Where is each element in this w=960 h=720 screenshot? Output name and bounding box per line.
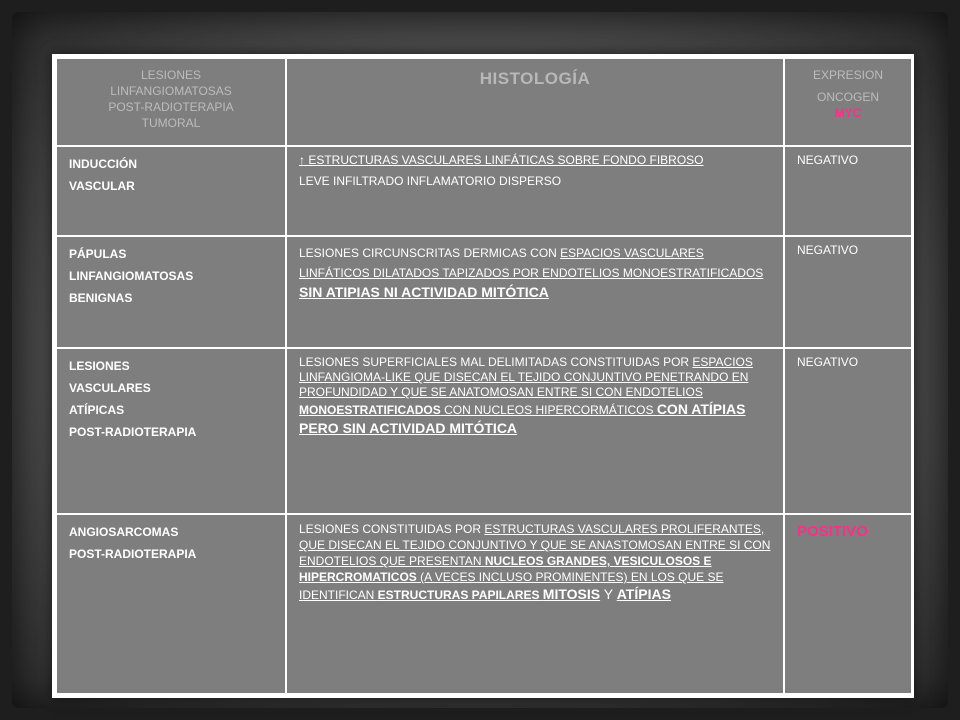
row-description: LESIONES CIRCUNSCRITAS DERMICAS CON ESPACIOS VASCULARES LINFÁTICOS DILATADOS TAPIZADOS POR ENDOTELIOS MONOESTRATIFICADOS SIN ATIPIAS NI ACTIVIDAD MITÓTICA — [286, 236, 784, 348]
header-lesions: LESIONES LINFANGIOMATOSAS POST-RADIOTERAPIA TUMORAL — [56, 58, 286, 146]
table-row — [56, 236, 912, 348]
row-description: ↑ ESTRUCTURAS VASCULARES LINFÁTICAS SOBRE FONDO FIBROSO LEVE INFILTRADO INFLAMATORIO DISPERSO — [286, 146, 784, 236]
table-row — [56, 348, 912, 514]
row-description: LESIONES CONSTITUIDAS POR ESTRUCTURAS VASCULARES PROLIFERANTES, QUE DISECAN EL TEJIDO CONJUNTIVO Y QUE SE ANASTOMOSAN ENTRE SI CON ENDOTELIOS QUE PRESENTAN NUCLEOS GRANDES, VESICULOSOS E HIPERCROMATICOS (A VECES INCLUSO PROMINENTES) EN LOS QUE SE IDENTIFICAN ESTRUCTURAS PAPILARES MITOSIS Y ATÍPIAS — [286, 514, 784, 694]
histology-table — [55, 57, 913, 695]
header-histology: HISTOLOGÍA — [286, 58, 784, 146]
row-label: ANGIOSARCOMAS POST-RADIOTERAPIA — [56, 514, 286, 694]
table-row — [56, 146, 912, 236]
slide-frame — [12, 12, 948, 708]
row-result: NEGATIVO — [784, 236, 912, 348]
header-expression: EXPRESION ONCOGEN MYC — [784, 58, 912, 146]
table-header-row — [56, 58, 912, 146]
row-result-positive: POSITIVO — [784, 514, 912, 694]
row-result: NEGATIVO — [784, 146, 912, 236]
slide — [52, 54, 914, 698]
row-label: PÁPULAS LINFANGIOMATOSAS BENIGNAS — [56, 236, 286, 348]
table-row — [56, 514, 912, 694]
row-label: INDUCCIÓN VASCULAR — [56, 146, 286, 236]
row-label: LESIONES VASCULARES ATÍPICAS POST-RADIOTERAPIA — [56, 348, 286, 514]
row-description: LESIONES SUPERFICIALES MAL DELIMITADAS CONSTITUIDAS POR ESPACIOS LINFANGIOMA-LIKE QUE DISECAN EL TEJIDO CONJUNTIVO PENETRANDO EN PROFUNDIDAD Y QUE SE ANATOMOSAN ENTRE SI CON ENDOTELIOS MONOESTRATIFICADOS CON NUCLEOS HIPERCORMÁTICOS CON ATÍPIAS PERO SIN ACTIVIDAD MITÓTICA — [286, 348, 784, 514]
row-result: NEGATIVO — [784, 348, 912, 514]
gene-myc: MYC — [834, 106, 862, 120]
